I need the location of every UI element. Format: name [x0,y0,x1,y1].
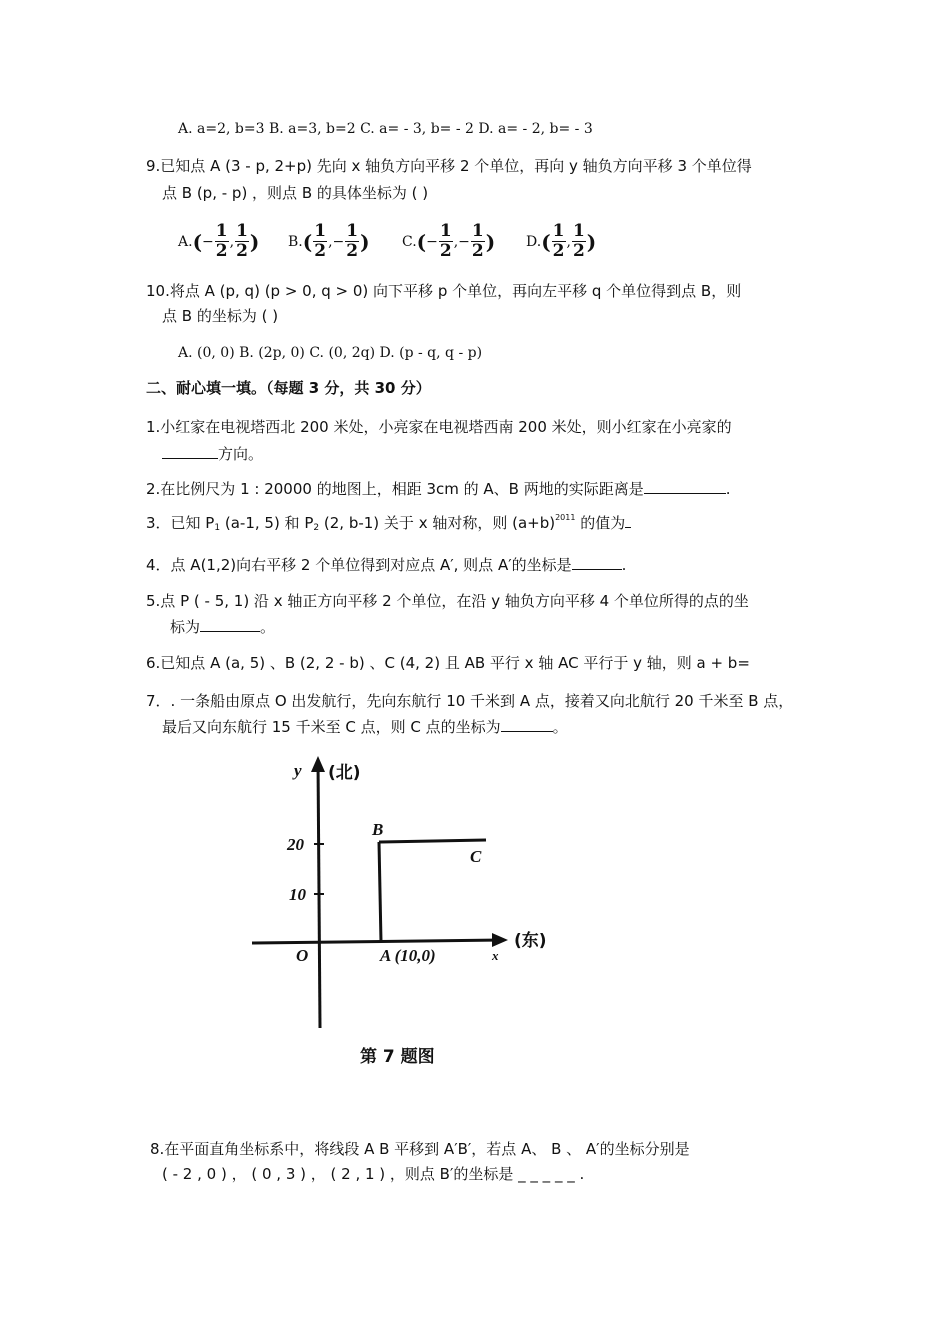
fill-q3 [146,507,631,539]
answer-blank[interactable] [162,442,218,459]
fill-q5-line2 [170,615,275,638]
x-axis [252,940,502,943]
x-axis-label: x [492,948,499,963]
subscript: 1 [214,523,221,533]
point-c-label: C [470,847,482,866]
q9-line1: 9.已知点 A (3 - p, 2+p) 先向 x 轴负方向平移 2 个单位，再向 y 轴负方向平移 3 个单位得 [146,157,752,175]
fraction: $\frac{1}{2}$ [439,221,452,261]
answer-blank[interactable] [572,553,622,570]
answer-blank[interactable] [200,615,260,632]
fill-q1-line2-text: 方向。 [218,445,264,463]
q9-option-d: D. ( $\frac{1}{2}$ , $\frac{1}{2}$ ) [526,221,597,261]
superscript: 2011 [555,513,576,522]
tick-label-20: 20 [287,835,304,854]
fill-q8-line2: ( - 2 , 0 ) ， ( 0 , 3 ) ， ( 2 , 1 ) ，则点 B′的坐标是 _ _ _ _ _ . [162,1165,585,1183]
fill-q2 [146,477,731,500]
fill-q3-text: 的值为 [575,514,626,532]
fraction: $\frac{1}{2}$ [471,221,484,261]
fill-q3-text: (a-1, 5) 和 P [220,514,314,532]
q10-line2: 点 B 的坐标为 ( ) [162,307,279,325]
fill-q5-end: 。 [260,618,276,636]
north-label: (北) [328,763,361,783]
fill-q4-end: . [621,556,627,574]
fraction: $\frac{1}{2}$ [215,221,228,261]
figure-caption: 第 7 题图 [360,1047,435,1067]
fill-q7-line1: 7．. 一条船由原点 O 出发航行，先向东航行 10 千米到 A 点，接着又向北航行 20 千米至 B 点， [146,692,794,710]
fill-q2-end: . [725,480,731,498]
fill-q7-line2 [162,715,568,738]
fill-q3-text: (2, b-1) 关于 x 轴对称，则 (a+b) [319,514,556,532]
fraction: $\frac{1}{2}$ [314,221,327,261]
tick-label-10: 10 [289,885,306,904]
option-label: C. [402,233,417,250]
option-label: D. [526,233,542,250]
q9-option-c: C. ( − $\frac{1}{2}$ ,− $\frac{1}{2}$ ) [402,221,496,261]
section-2-title: 二、耐心填一填。（每题 3 分，共 30 分） [146,379,431,397]
option-label: B. [288,233,303,250]
point-a-label: A (10,0) [380,946,436,965]
fraction: $\frac{1}{2}$ [552,221,565,261]
fill-q6: 6.已知点 A (a, 5) 、B (2, 2 - b) 、C (4, 2) 且 AB 平行 x 轴 AC 平行于 y 轴，则 a + b= [146,654,750,672]
segment-ab [379,842,381,942]
y-axis-label: y [294,761,302,780]
fraction: $\frac{1}{2}$ [346,221,359,261]
q7-figure [240,750,580,1080]
x-arrow-icon [492,933,508,947]
answer-blank[interactable] [644,477,726,494]
q10-options: A. (0, 0) B. (2p, 0) C. (0, 2q) D. (p - q, q - p) [178,345,483,361]
fill-q4 [146,553,626,576]
answer-blank[interactable] [625,511,631,528]
fill-q4-text: 4．点 A(1,2)向右平移 2 个单位得到对应点 A′, 则点 A′的坐标是 [146,556,572,574]
q9-option-a: A. ( − $\frac{1}{2}$ , $\frac{1}{2}$ ) [178,221,260,261]
fill-q5-text: 标为 [170,618,201,636]
q10-line1: 10.将点 A (p, q) (p > 0, q > 0) 向下平移 p 个单位，再向左平移 q 个单位得到点 B，则 [146,282,742,300]
fraction: $\frac{1}{2}$ [236,221,248,261]
fill-q3-text: 3．已知 P [146,514,215,532]
fraction: $\frac{1}{2}$ [572,221,585,261]
q9-option-b: B. ( $\frac{1}{2}$ ,− $\frac{1}{2}$ ) [288,221,370,261]
point-b-label: B [372,820,384,839]
q9-line2: 点 B (p, - p) ，则点 B 的具体坐标为 ( ) [162,184,429,202]
q8-options: A. a=2, b=3 B. a=3, b=2 C. a= - 3, b= - 2 D. a= - 2, b= - 3 [178,121,593,137]
fill-q8-line1: 8.在平面直角坐标系中，将线段 A B 平移到 A′B′，若点 A、 B 、 A′的坐标分别是 [150,1140,690,1158]
fill-q2-text: 2.在比例尺为 1 : 20000 的地图上，相距 3cm 的 A、B 两地的实际距离是 [146,480,644,498]
answer-blank[interactable] [501,715,553,732]
fill-q7-end: 。 [552,718,568,736]
segment-bc [379,840,486,842]
origin-label: O [296,946,309,965]
east-label: (东) [514,931,547,951]
y-arrow-icon [311,756,325,772]
subscript: 2 [313,523,320,533]
fill-q7-text: 最后又向东航行 15 千米至 C 点，则 C 点的坐标为 [162,718,501,736]
option-label: A. [178,233,193,250]
fill-q1-line2 [162,442,263,465]
fill-q1-line1: 1.小红家在电视塔西北 200 米处，小亮家在电视塔西南 200 米处，则小红家在小亮家的 [146,418,732,436]
fill-q5-line1: 5.点 P ( - 5, 1) 沿 x 轴正方向平移 2 个单位，在沿 y 轴负方向平移 4 个单位所得的点的坐 [146,592,749,610]
